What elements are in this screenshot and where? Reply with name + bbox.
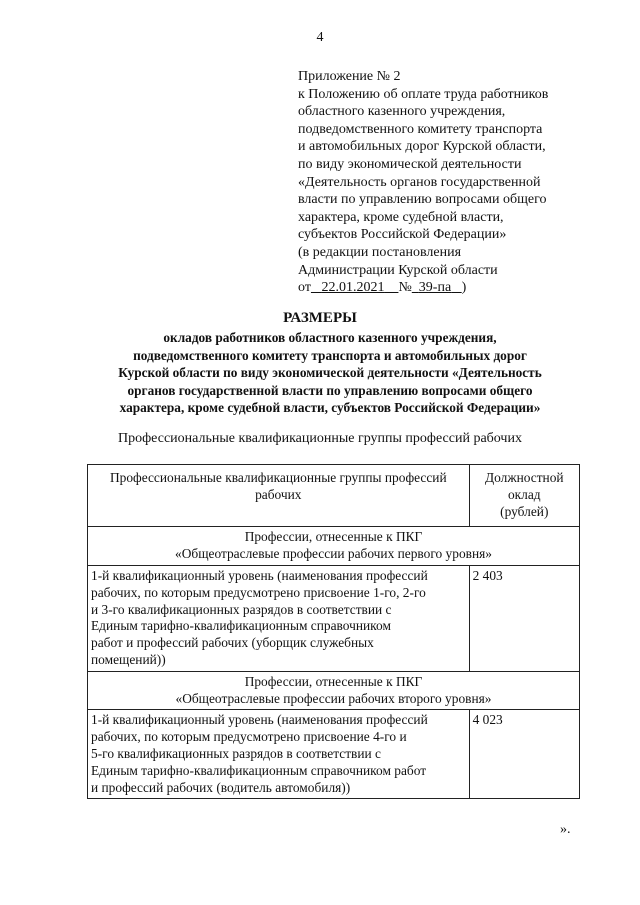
salary-table	[87, 464, 580, 799]
appendix-line: характера, кроме судебной власти,	[298, 209, 504, 225]
group-row	[88, 671, 580, 710]
resolution-number: 39-па	[418, 280, 452, 296]
group-row	[88, 527, 580, 566]
subtitle-line: Курской области по виду экономической деятельности «Деятельность	[118, 365, 542, 381]
table-row	[88, 565, 580, 671]
page-number: 4	[316, 30, 324, 45]
appendix-header	[298, 68, 618, 297]
qualification-level-description	[88, 710, 470, 799]
closing-mark: ».	[560, 822, 571, 837]
close-paren: )	[461, 280, 467, 296]
appendix-line: подведомственного комитету транспорта	[298, 121, 543, 137]
appendix-line: «Деятельность органов государственной	[298, 174, 541, 190]
header-line: (рублей)	[500, 503, 549, 519]
section-heading: Профессиональные квалификационные группы профессий рабочих	[118, 431, 522, 446]
header-line: Профессиональные квалификационные группы профессий	[109, 470, 447, 485]
header-line: рабочих	[255, 486, 302, 502]
description-line: Единым тарифно-квалификационным справочником	[91, 618, 391, 634]
appendix-line: областного казенного учреждения,	[298, 104, 506, 120]
subtitle-line: органов государственной власти по управлению вопросами общего	[127, 382, 533, 398]
salary-value: 2 403	[469, 565, 579, 671]
table-header-row	[88, 465, 580, 527]
description-line: рабочих, по которым предусмотрено присвоение 1-го, 2-го	[91, 584, 426, 600]
group-title-line: Профессии, отнесенные к ПКГ	[244, 673, 423, 689]
appendix-line: и автомобильных дорог Курской области,	[298, 139, 546, 155]
header-line: оклад	[507, 486, 541, 502]
appendix-line: (в редакции постановления	[298, 244, 462, 260]
document-subtitle	[80, 329, 580, 417]
appendix-line: Администрации Курской области	[298, 262, 498, 278]
header-salary	[469, 465, 579, 527]
subtitle-line: характера, кроме судебной власти, субъектов Российской Федерации»	[119, 400, 541, 416]
description-line: 1-й квалификационный уровень (наименования профессий	[91, 712, 428, 728]
description-line: 5-го квалификационных разрядов в соответствии с	[91, 745, 381, 761]
subtitle-line: окладов работников областного казенного учреждения,	[163, 330, 497, 345]
group-title	[88, 671, 580, 710]
resolution-date: 22.01.2021	[321, 280, 385, 296]
description-line: и профессий рабочих (водитель автомобиля))	[91, 779, 351, 795]
date-prefix: от	[298, 280, 311, 296]
description-line: помещений))	[91, 651, 166, 667]
header-qualification-groups	[88, 465, 470, 527]
table-row	[88, 710, 580, 799]
description-line: 1-й квалификационный уровень (наименования профессий	[91, 567, 428, 583]
group-title-line: «Общеотраслевые профессии рабочих второго уровня»	[175, 690, 492, 706]
description-line: и 3-го квалификационных разрядов в соответствии с	[91, 601, 392, 617]
description-line: рабочих, по которым предусмотрено присвоение 4-го и	[91, 729, 407, 745]
appendix-line: власти по управлению вопросами общего	[298, 192, 547, 208]
number-label: №	[398, 280, 412, 296]
appendix-line: по виду экономической деятельности	[298, 156, 522, 172]
salary-value: 4 023	[469, 710, 579, 799]
document-title: РАЗМЕРЫ	[283, 310, 357, 326]
subtitle-line: подведомственного комитету транспорта и автомобильных дорог	[133, 347, 527, 363]
appendix-line: Приложение № 2	[298, 69, 401, 84]
description-line: Единым тарифно-квалификационным справочником работ	[91, 762, 427, 778]
appendix-line: субъектов Российской Федерации»	[298, 227, 507, 243]
appendix-line: к Положению об оплате труда работников	[298, 86, 549, 102]
group-title-line: «Общеотраслевые профессии рабочих первого уровня»	[175, 546, 492, 562]
qualification-level-description	[88, 565, 470, 671]
header-line: Должностной	[484, 470, 564, 485]
appendix-date-line	[298, 279, 618, 297]
group-title	[88, 527, 580, 566]
group-title-line: Профессии, отнесенные к ПКГ	[244, 529, 423, 545]
description-line: работ и профессий рабочих (уборщик служебных	[91, 635, 374, 651]
